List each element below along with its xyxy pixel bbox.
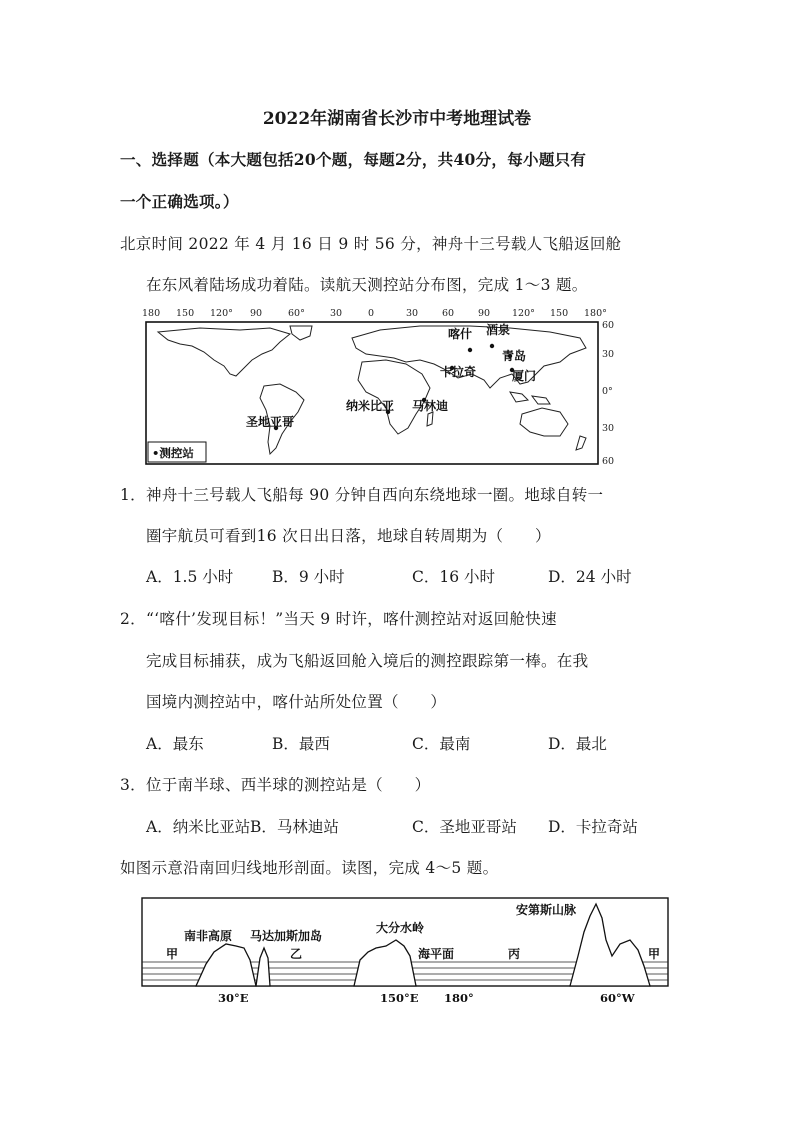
map-top-tick: 180° [584, 308, 607, 319]
profile-label-jia-right: 甲 [648, 947, 661, 961]
profile-axis-30e: 30°E [218, 991, 249, 1005]
map-top-tick: 0 [368, 308, 375, 319]
profile-axis-60w: 60°W [600, 991, 635, 1005]
q2-line2: 完成目标捕获，成为飞船返回舱入境后的测控跟踪第一棒。在我 [146, 652, 589, 670]
map-right-tick: 30 [602, 423, 615, 434]
q2-option-a[interactable]: A．最东 [146, 735, 204, 753]
q1-option-d[interactable]: D．24 小时 [548, 568, 632, 586]
intro2: 如图示意沿南回归线地形剖面。读图，完成 4～5 题。 [120, 859, 499, 877]
q1-option-b[interactable]: B．9 小时 [272, 568, 345, 586]
map-top-tick: 150 [550, 308, 569, 319]
map-top-tick: 30 [330, 308, 343, 319]
q3-option-b[interactable]: B．马林迪站 [250, 818, 339, 836]
profile-axis-150e: 150°E [380, 991, 419, 1005]
map-top-tick: 150 [176, 308, 195, 319]
profile-label-great-dividing-range: 大分水岭 [376, 921, 425, 935]
map-legend: •测控站 [152, 446, 194, 460]
map-top-tick: 90 [250, 308, 263, 319]
map-top-tick: 120° [512, 308, 535, 319]
terrain-profile [140, 896, 670, 1008]
q2-option-b[interactable]: B．最西 [272, 735, 330, 753]
q3-option-a[interactable]: A．纳米比亚站 [146, 818, 251, 836]
station-label-kashi: 喀什 [448, 327, 473, 341]
profile-axis-180: 180° [444, 991, 474, 1005]
map-top-tick: 60° [288, 308, 305, 319]
q3-option-c[interactable]: C．圣地亚哥站 [412, 818, 517, 836]
q3-line1: 3．位于南半球、西半球的测控站是（ ） [120, 776, 431, 794]
station-label-karachi: 卡拉奇 [440, 365, 477, 379]
map-label-qingdao: 青岛 [502, 349, 527, 363]
section-heading-line1: 一、选择题（本大题包括20个题，每题2分，共40分，每小题只有 [120, 150, 587, 169]
q3-option-d[interactable]: D．卡拉奇站 [548, 818, 638, 836]
q1-line1: 1．神舟十三号载人飞船每 90 分钟自西向东绕地球一圈。地球自转一 [120, 486, 604, 504]
station-label-santiago: 圣地亚哥 [246, 415, 295, 429]
profile-label-andes: 安第斯山脉 [516, 903, 577, 917]
profile-label-south-africa-plateau: 南非高原 [184, 929, 233, 943]
map-right-tick: 0° [602, 386, 613, 397]
q1-option-a[interactable]: A．1.5 小时 [146, 568, 234, 586]
map-top-tick: 60 [442, 308, 455, 319]
station-map [140, 304, 620, 468]
q1-option-c[interactable]: C．16 小时 [412, 568, 496, 586]
q2-option-d[interactable]: D．最北 [548, 735, 607, 753]
profile-label-sea-level: 海平面 [418, 947, 455, 961]
map-right-tick: 60 [602, 320, 615, 331]
intro1-line1: 北京时间 2022 年 4 月 16 日 9 时 56 分，神舟十三号载人飞船返回舱 [120, 235, 622, 253]
profile-label-jia-left: 甲 [166, 947, 179, 961]
station-label-namibia: 纳米比亚 [346, 399, 395, 413]
station-label-xiamen: 厦门 [512, 369, 537, 383]
station-label-jiuquan: 酒泉 [486, 323, 511, 337]
map-right-tick: 30 [602, 349, 615, 360]
q1-line2: 圈宇航员可看到16 次日出日落，地球自转周期为（ ） [146, 527, 551, 545]
map-top-tick: 90 [478, 308, 491, 319]
profile-label-bing: 丙 [508, 947, 521, 961]
profile-label-yi: 乙 [290, 947, 303, 961]
intro1-line2: 在东风着陆场成功着陆。读航天测控站分布图，完成 1～3 题。 [146, 276, 588, 294]
map-top-tick: 120° [210, 308, 233, 319]
map-right-tick: 60 [602, 456, 615, 467]
q2-line1: 2．“‘喀什’发现目标！”当天 9 时许，喀什测控站对返回舱快速 [120, 610, 557, 628]
station-label-malindi: 马林迪 [412, 399, 449, 413]
section-heading-line2: 一个正确选项。） [120, 192, 239, 211]
q2-line3: 国境内测控站中，喀什站所处位置（ ） [146, 693, 447, 711]
profile-label-madagascar: 马达加斯加岛 [250, 929, 323, 943]
q2-option-c[interactable]: C．最南 [412, 735, 471, 753]
map-top-tick: 30 [406, 308, 419, 319]
page-title: 2022年湖南省长沙市中考地理试卷 [262, 109, 532, 129]
map-top-tick: 180 [142, 308, 161, 319]
